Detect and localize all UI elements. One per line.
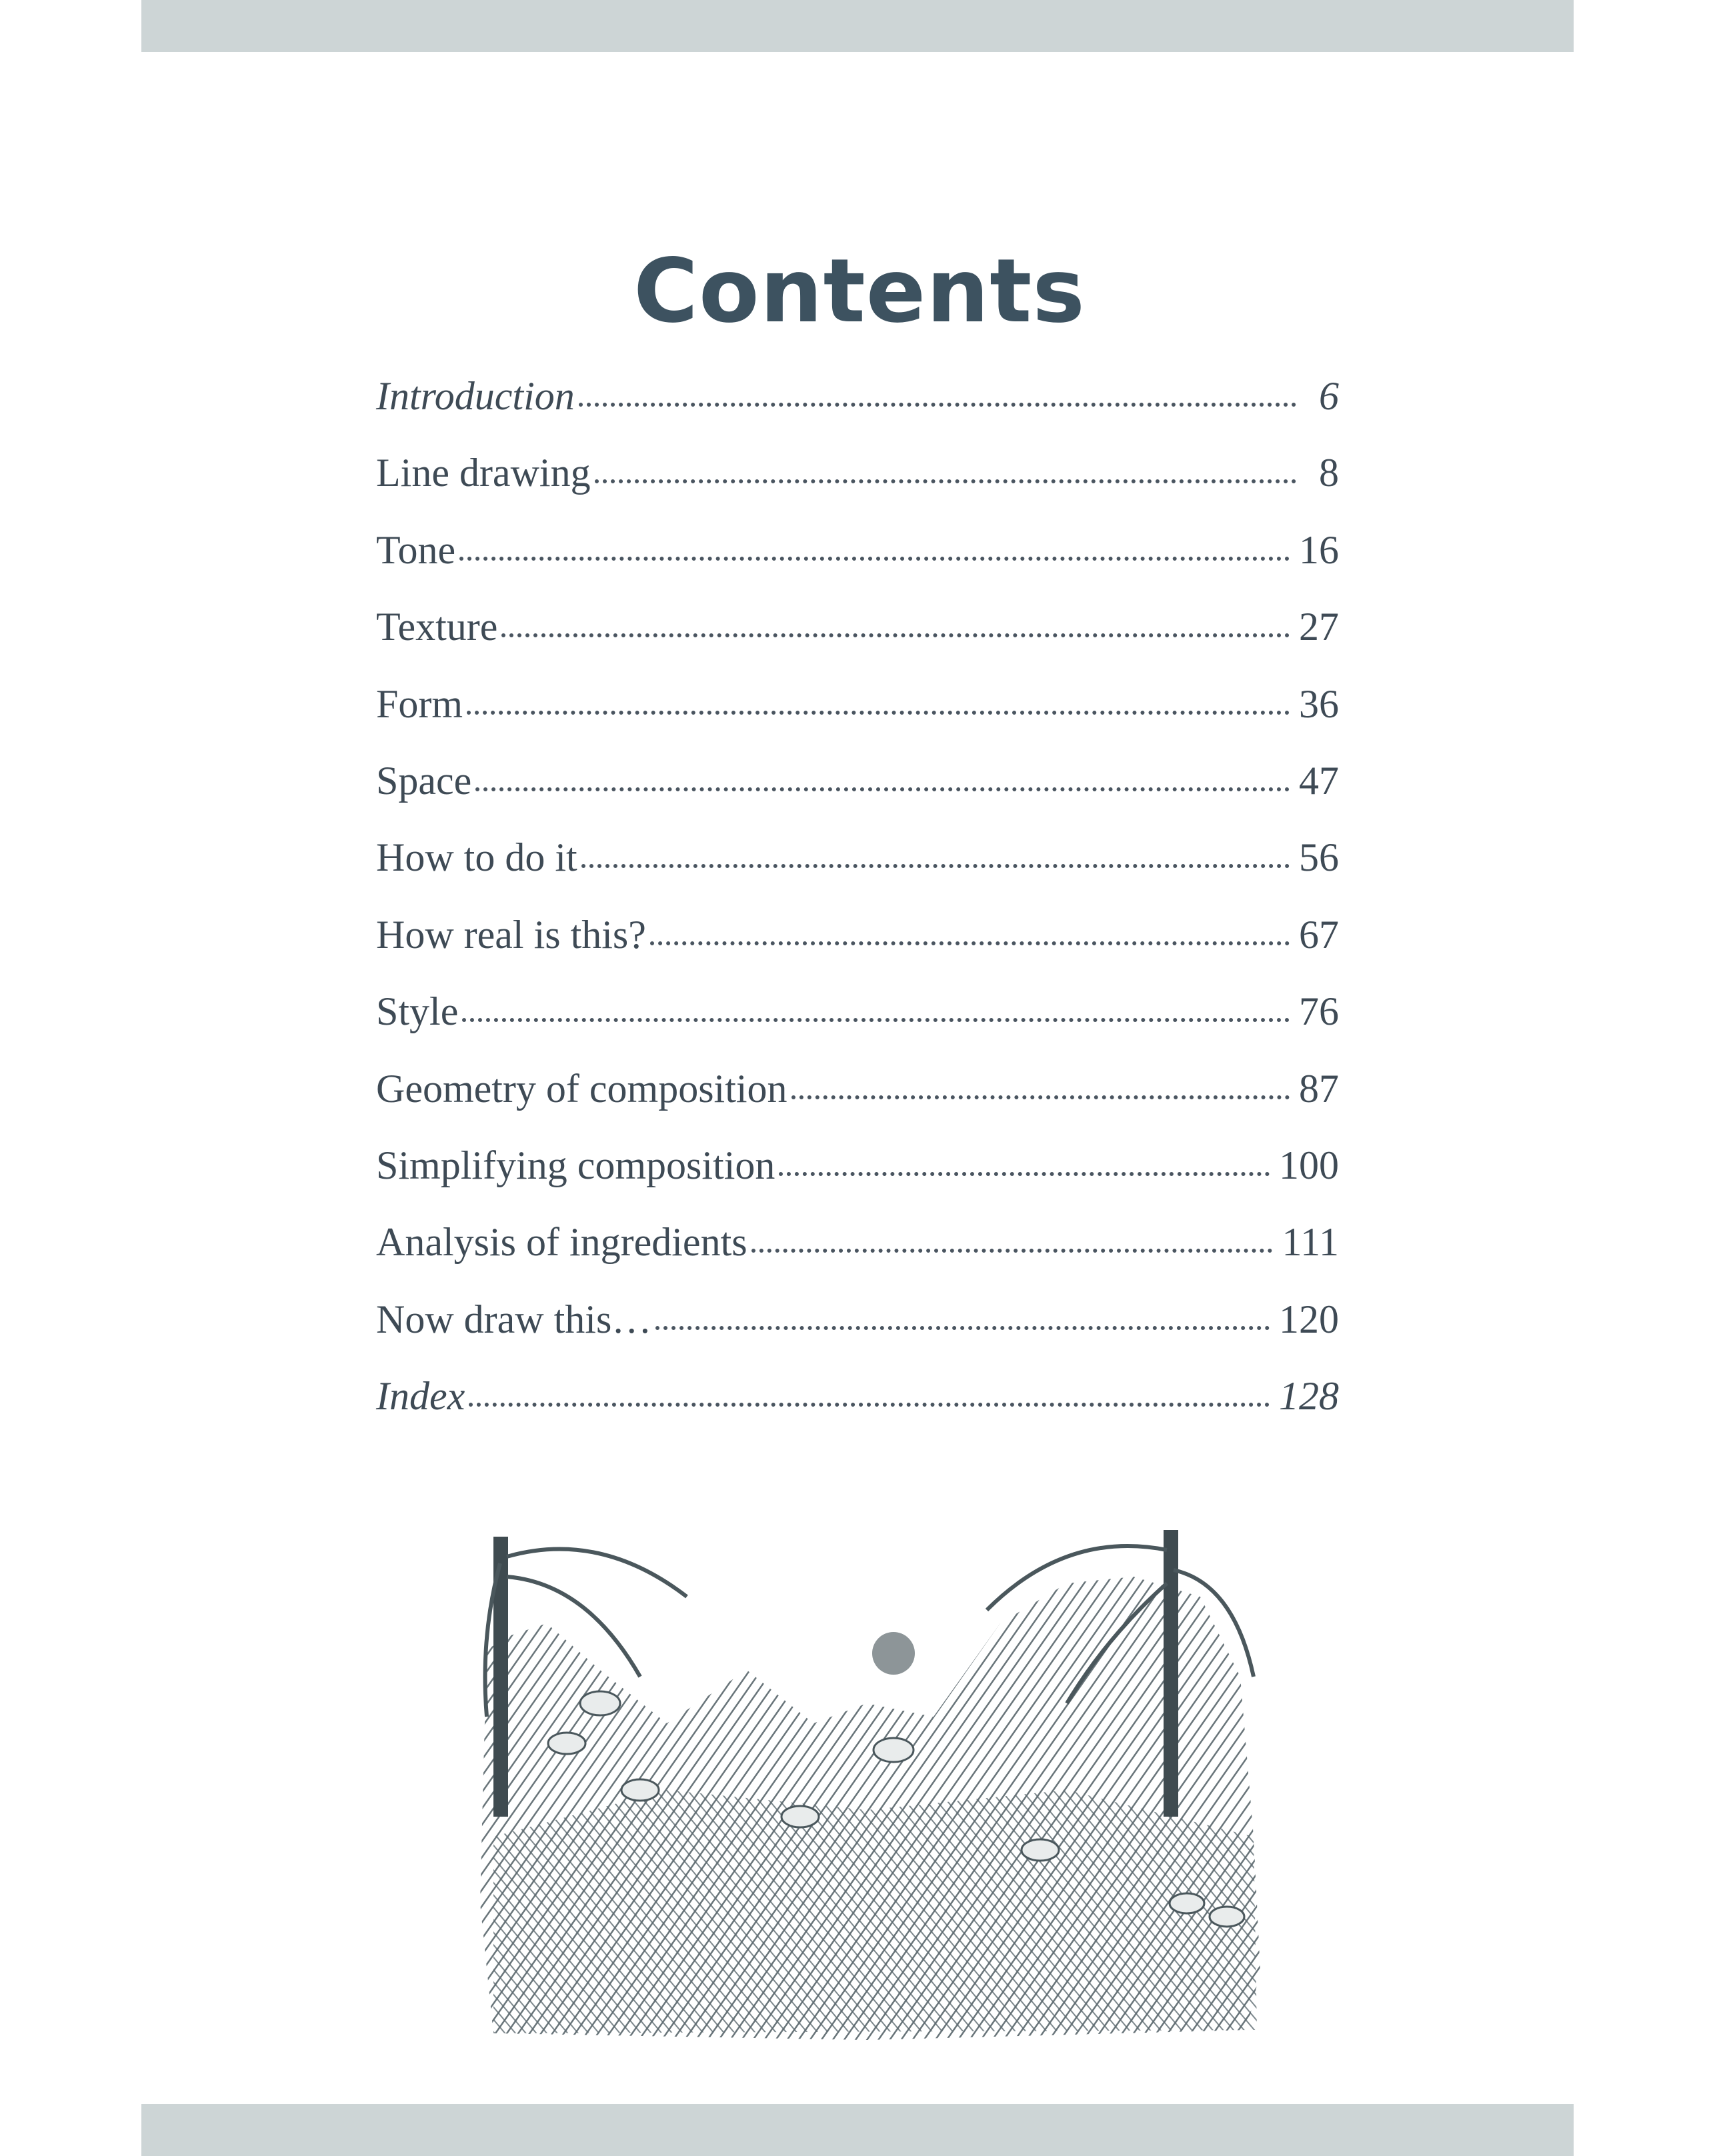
toc-entry-label: Geometry of composition (376, 1066, 787, 1111)
dot-leader (581, 864, 1290, 868)
toc-entry-label: Now draw this… (376, 1297, 652, 1341)
dot-leader (779, 1172, 1270, 1176)
dot-leader (751, 1249, 1273, 1253)
toc-entry-introduction[interactable] (376, 373, 1339, 450)
toc-entry-page: 87 (1299, 1066, 1339, 1111)
dot-leader (579, 403, 1296, 407)
jungle-illustration (467, 1503, 1277, 2043)
toc-entry-label: Line drawing (376, 451, 591, 495)
page-title: Contents (633, 240, 1086, 343)
toc-entry-page: 27 (1299, 605, 1339, 649)
toc-entry-geometry-of-composition[interactable] (376, 1066, 1339, 1143)
dot-leader (459, 557, 1290, 561)
toc-entry-now-draw-this[interactable] (376, 1297, 1339, 1373)
toc-entry-label: Index (376, 1374, 465, 1419)
dot-leader (791, 1095, 1290, 1099)
toc-entry-page: 128 (1279, 1374, 1339, 1419)
toc-entry-tone[interactable] (376, 527, 1339, 604)
toc-entry-page: 47 (1299, 758, 1339, 803)
toc-entry-how-to-do-it[interactable] (376, 835, 1339, 911)
toc-entry-page: 100 (1279, 1143, 1339, 1187)
top-decorative-band (141, 0, 1574, 52)
dot-leader (467, 711, 1290, 715)
toc-entry-analysis-of-ingredients[interactable] (376, 1219, 1339, 1296)
dot-leader (650, 941, 1290, 945)
toc-entry-line-drawing[interactable] (376, 450, 1339, 527)
toc-entry-label: Tone (376, 527, 456, 572)
table-of-contents (376, 373, 1339, 1450)
dot-leader (595, 479, 1296, 483)
dot-leader (462, 1018, 1290, 1022)
toc-entry-index[interactable] (376, 1373, 1339, 1450)
toc-entry-label: Texture (376, 605, 498, 649)
toc-entry-style[interactable] (376, 989, 1339, 1065)
toc-entry-form[interactable] (376, 681, 1339, 758)
toc-entry-texture[interactable] (376, 604, 1339, 681)
toc-entry-page: 6 (1319, 374, 1339, 418)
toc-entry-page: 120 (1279, 1297, 1339, 1341)
toc-entry-page: 16 (1299, 527, 1339, 572)
toc-entry-page: 76 (1299, 989, 1339, 1034)
toc-entry-label: Analysis of ingredients (376, 1220, 747, 1265)
dot-leader (469, 1403, 1270, 1407)
toc-entry-label: Simplifying composition (376, 1143, 775, 1187)
toc-entry-simplifying-composition[interactable] (376, 1143, 1339, 1219)
toc-entry-label: How to do it (376, 835, 577, 880)
dot-leader (501, 633, 1290, 637)
toc-entry-how-real-is-this[interactable] (376, 912, 1339, 989)
dot-leader (655, 1326, 1270, 1330)
toc-entry-page: 111 (1282, 1220, 1339, 1265)
toc-entry-page: 67 (1299, 912, 1339, 957)
toc-entry-page: 36 (1299, 681, 1339, 726)
dot-leader (475, 787, 1290, 791)
toc-entry-label: Style (376, 989, 459, 1034)
toc-entry-label: Space (376, 758, 472, 803)
toc-entry-label: Introduction (376, 374, 575, 418)
toc-entry-label: How real is this? (376, 912, 646, 957)
toc-entry-label: Form (376, 681, 463, 726)
toc-entry-page: 8 (1319, 451, 1339, 495)
bottom-decorative-band (141, 2104, 1574, 2156)
toc-entry-space[interactable] (376, 758, 1339, 835)
toc-entry-page: 56 (1299, 835, 1339, 880)
